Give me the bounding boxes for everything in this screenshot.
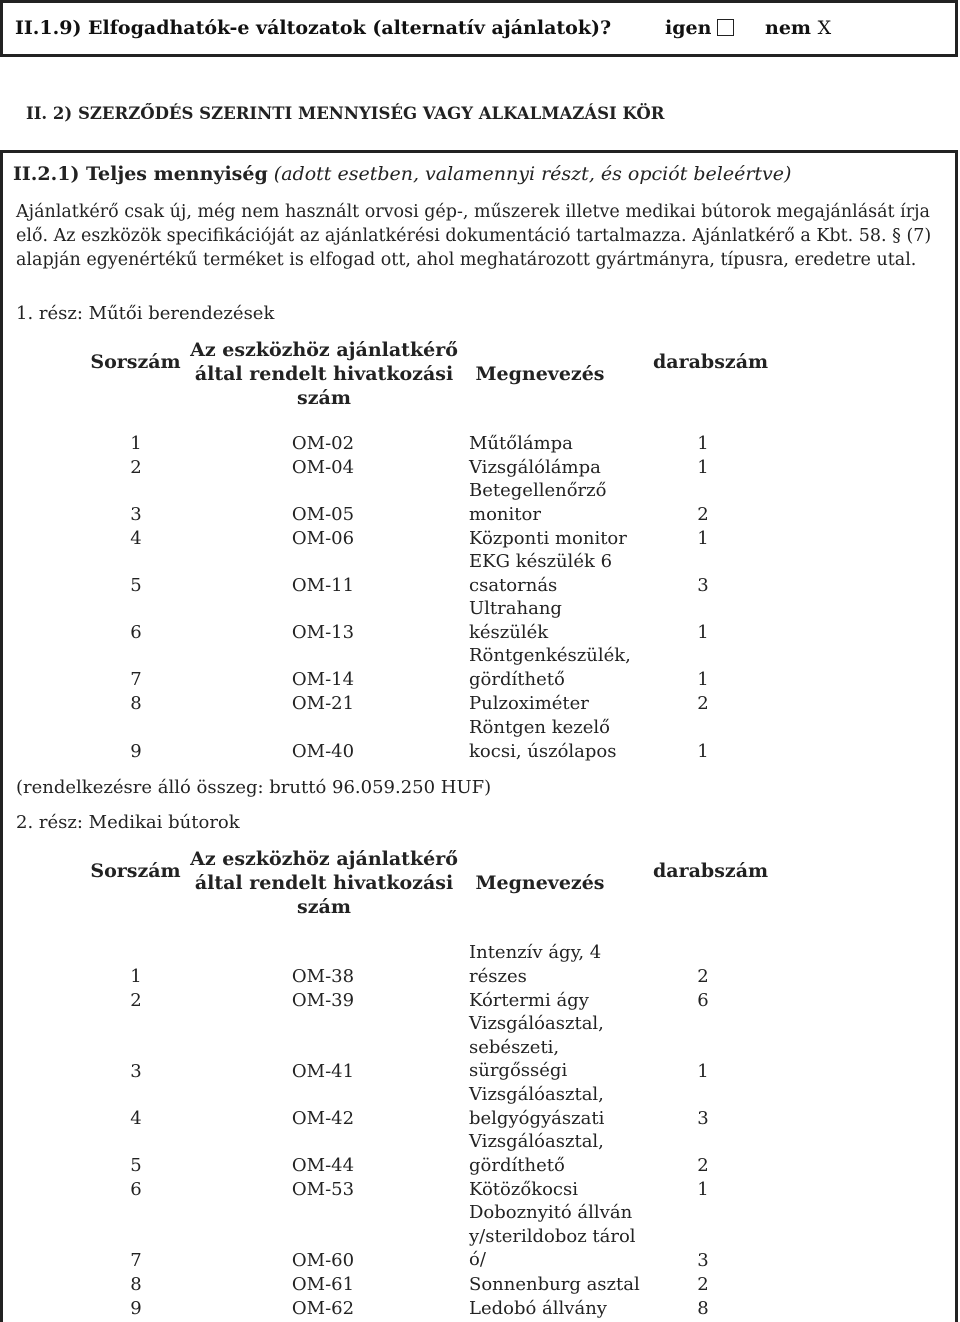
row-num: 7 <box>130 669 142 690</box>
row-code: OM-11 <box>291 575 355 596</box>
row-num: 7 <box>130 1250 142 1271</box>
part1-header-code: Az eszközhöz ajánlatkérő által rendelt hivatkozási szám <box>190 339 458 409</box>
row-qty: 1 <box>697 1179 709 1200</box>
row-name: Vizsgálóasztal, gördíthető <box>469 1131 604 1176</box>
row-code: OM-02 <box>291 433 355 454</box>
row-qty: 3 <box>697 1108 709 1129</box>
row-num: 9 <box>130 1298 142 1319</box>
row-qty: 2 <box>697 693 709 714</box>
row-code: OM-53 <box>291 1179 355 1200</box>
row-name: Röntgenkészülék, gördíthető <box>469 645 631 690</box>
row-code: OM-40 <box>291 741 355 762</box>
row-num: 2 <box>130 457 142 478</box>
row-num: 1 <box>130 966 142 987</box>
row-num: 5 <box>130 1155 142 1176</box>
row-code: OM-21 <box>291 693 355 714</box>
row-num: 6 <box>130 1179 142 1200</box>
part2-header-code: Az eszközhöz ajánlatkérő által rendelt hivatkozási szám <box>190 848 458 918</box>
row-qty: 1 <box>697 1061 709 1082</box>
row-name: Pulzoximéter <box>469 693 589 714</box>
row-name: Ultrahang készülék <box>469 598 562 643</box>
row-name: Műtőlámpa <box>469 433 573 454</box>
row-code: OM-42 <box>291 1108 355 1129</box>
row-name: Intenzív ágy, 4 részes <box>469 942 602 987</box>
row-name: Központi monitor <box>469 528 627 549</box>
variants-yes-label <box>665 17 734 39</box>
row-num: 2 <box>130 990 142 1011</box>
row-name: Vizsgálólámpa <box>469 457 601 478</box>
row-qty: 6 <box>697 990 709 1011</box>
part2-title: 2. rész: Medikai bútorok <box>16 812 240 833</box>
row-code: OM-60 <box>291 1250 355 1271</box>
row-code: OM-38 <box>291 966 355 987</box>
row-code: OM-61 <box>291 1274 355 1295</box>
row-num: 4 <box>130 528 142 549</box>
part1-header-name: Megnevezés <box>475 363 605 385</box>
row-code: OM-62 <box>291 1298 355 1319</box>
row-qty: 3 <box>697 575 709 596</box>
row-qty: 8 <box>697 1298 709 1319</box>
part2-header-name: Megnevezés <box>475 872 605 894</box>
part1-header-qty: darabszám <box>653 351 769 373</box>
row-name: Vizsgálóasztal, sebészeti, sürgősségi <box>469 1013 604 1081</box>
row-qty: 1 <box>697 741 709 762</box>
row-code: OM-14 <box>291 669 355 690</box>
part2-header-num: Sorszám <box>90 860 181 882</box>
part1-header-num: Sorszám <box>90 351 181 373</box>
quantity-description: Ajánlatkérő csak új, még nem használt orvosi gép-, műszerek illetve medikai bútorok megajánlását írja elő. Az eszközök specifikációját az ajánlatkérési dokumentáció tartalmazza. Ajánlatkérő a Kbt. 58. § (7) alapján egyenértékű terméket is elfogad ott, ahol meghatározott gyártmányra, típusra, eredetre utal. <box>16 202 932 270</box>
row-num: 4 <box>130 1108 142 1129</box>
part1-title: 1. rész: Műtői berendezések <box>16 303 275 324</box>
part2-header-qty: darabszám <box>653 860 769 882</box>
row-num: 9 <box>130 741 142 762</box>
row-qty: 2 <box>697 504 709 525</box>
row-qty: 1 <box>697 669 709 690</box>
quantity-box <box>0 150 958 1322</box>
row-code: OM-05 <box>291 504 355 525</box>
row-name: EKG készülék 6 csatornás <box>469 551 613 596</box>
variants-box <box>0 0 958 57</box>
quantity-title: II.2.1) Teljes mennyiség <box>13 163 268 185</box>
row-qty: 1 <box>697 433 709 454</box>
quantity-subtitle: (adott esetben, valamennyi részt, és opciót beleértve) <box>273 163 792 185</box>
row-code: OM-04 <box>291 457 355 478</box>
row-num: 8 <box>130 1274 142 1295</box>
row-name: Sonnenburg asztal <box>469 1274 640 1295</box>
row-num: 3 <box>130 1061 142 1082</box>
row-name: Röntgen kezelő kocsi, úszólapos <box>469 717 617 762</box>
row-code: OM-06 <box>291 528 355 549</box>
no-mark: X <box>817 17 832 39</box>
row-qty: 2 <box>697 966 709 987</box>
quantity-heading <box>13 163 791 185</box>
row-name: Kötözőkocsi <box>469 1179 579 1200</box>
yes-checkbox[interactable] <box>717 19 734 36</box>
variants-no-label <box>765 17 831 39</box>
row-code: OM-44 <box>291 1155 355 1176</box>
row-name: Ledobó állvány <box>469 1298 607 1319</box>
row-name: Kórtermi ágy <box>469 990 589 1011</box>
row-name: Vizsgálóasztal, belgyógyászati <box>469 1084 605 1129</box>
variants-question: II.1.9) Elfogadhatók-e változatok (alternatív ajánlatok)? <box>15 17 612 39</box>
row-num: 8 <box>130 693 142 714</box>
row-qty: 2 <box>697 1155 709 1176</box>
row-code: OM-13 <box>291 622 355 643</box>
row-num: 5 <box>130 575 142 596</box>
row-qty: 1 <box>697 457 709 478</box>
row-qty: 2 <box>697 1274 709 1295</box>
row-name: Betegellenőrző monitor <box>469 480 607 525</box>
part1-budget: (rendelkezésre álló összeg: bruttó 96.059.250 HUF) <box>16 777 492 798</box>
section-title: II. 2) SZERZŐDÉS SZERINTI MENNYISÉG VAGY ALKALMAZÁSI KÖR <box>26 104 665 123</box>
row-num: 6 <box>130 622 142 643</box>
row-num: 1 <box>130 433 142 454</box>
row-code: OM-39 <box>291 990 355 1011</box>
row-code: OM-41 <box>291 1061 355 1082</box>
row-name: Doboznyitó állvány/sterildoboz tároló/ <box>469 1202 636 1270</box>
yes-text: igen <box>665 17 712 39</box>
row-qty: 3 <box>697 1250 709 1271</box>
row-num: 3 <box>130 504 142 525</box>
row-qty: 1 <box>697 528 709 549</box>
no-text: nem <box>765 17 812 39</box>
row-qty: 1 <box>697 622 709 643</box>
